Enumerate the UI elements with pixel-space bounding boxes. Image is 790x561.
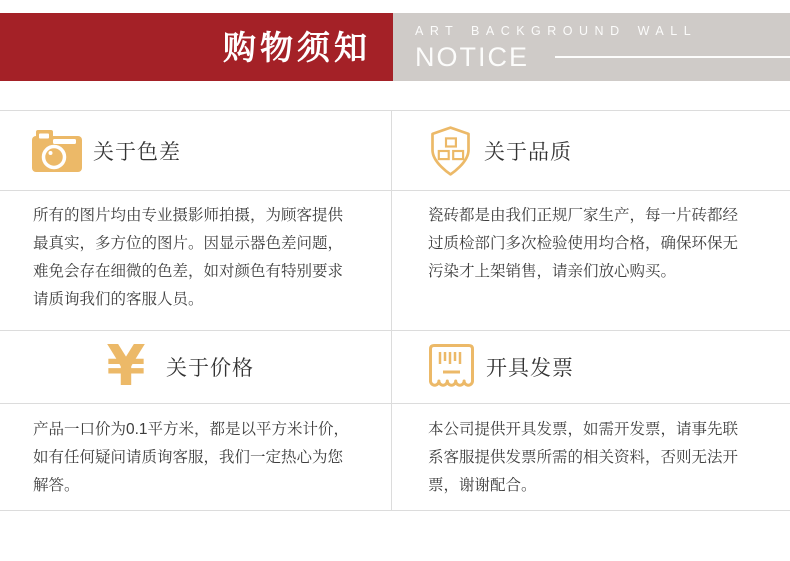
yuan-icon: ¥: [106, 334, 146, 399]
body-text-line: 本公司提供开具发票，如需开发票，请事先联: [428, 421, 739, 438]
section-price-header: [0, 331, 391, 404]
section-color-difference-header: [0, 111, 391, 191]
body-text-line: 所有的图片均由专业摄影师拍摄，为顾客提供: [33, 207, 344, 224]
top-white-strip: [0, 0, 790, 13]
section-color-difference-body: [0, 191, 391, 331]
section-title: 关于品质: [484, 140, 572, 164]
right-column: [392, 111, 790, 510]
shield-icon: [428, 123, 473, 179]
body-text-line: 难免会存在细微的色差，如对颜色有特别要求: [33, 263, 344, 280]
section-title: 开具发票: [486, 357, 574, 380]
body-text-line: 瓷砖都是由我们正规厂家生产，每一片砖都经: [428, 207, 739, 224]
left-column: [0, 111, 392, 510]
body-text-line: 请质询我们的客服人员。: [33, 291, 204, 308]
body-text-line: 系客服提供发票所需的相关资料，否则无法开: [428, 449, 739, 466]
section-title: 关于价格: [166, 357, 254, 380]
banner-red-block: [0, 13, 393, 81]
section-invoice-header: [392, 331, 790, 404]
invoice-icon: [428, 343, 475, 391]
body-text-line: 产品一口价为0.1平方米，都是以平方米计价，: [33, 421, 350, 438]
footer-white-space: [0, 511, 790, 560]
body-text-line: 污染才上架销售，请亲们放心购买。: [428, 263, 677, 280]
body-text-line: 过质检部门多次检验使用均合格，确保环保无: [428, 235, 739, 252]
section-invoice-body: [392, 404, 790, 510]
section-price-body: [0, 404, 391, 510]
notice-rule-line: [555, 56, 790, 58]
body-text-line: 如有任何疑问请质询客服，我们一定热心为您: [33, 449, 344, 466]
section-title: 关于色差: [93, 140, 181, 164]
body-text-line: 最真实，多方位的图片。因显示器色差问题，: [33, 235, 344, 252]
banner-gray-block: [393, 13, 790, 81]
camera-icon: [32, 130, 82, 172]
page-title: 购物须知: [223, 28, 371, 66]
notice-label: NOTICE: [415, 41, 530, 72]
notice-row: [415, 41, 790, 72]
body-text-line: 票，谢谢配合。: [428, 477, 537, 494]
body-text-line: 解答。: [33, 477, 80, 494]
section-quality-body: [392, 191, 790, 331]
notice-content: [0, 110, 790, 511]
section-quality-header: [392, 111, 790, 191]
banner-gap: [0, 81, 790, 110]
banner-tagline: ART BACKGROUND WALL: [415, 23, 698, 38]
header-banner: [0, 13, 790, 81]
